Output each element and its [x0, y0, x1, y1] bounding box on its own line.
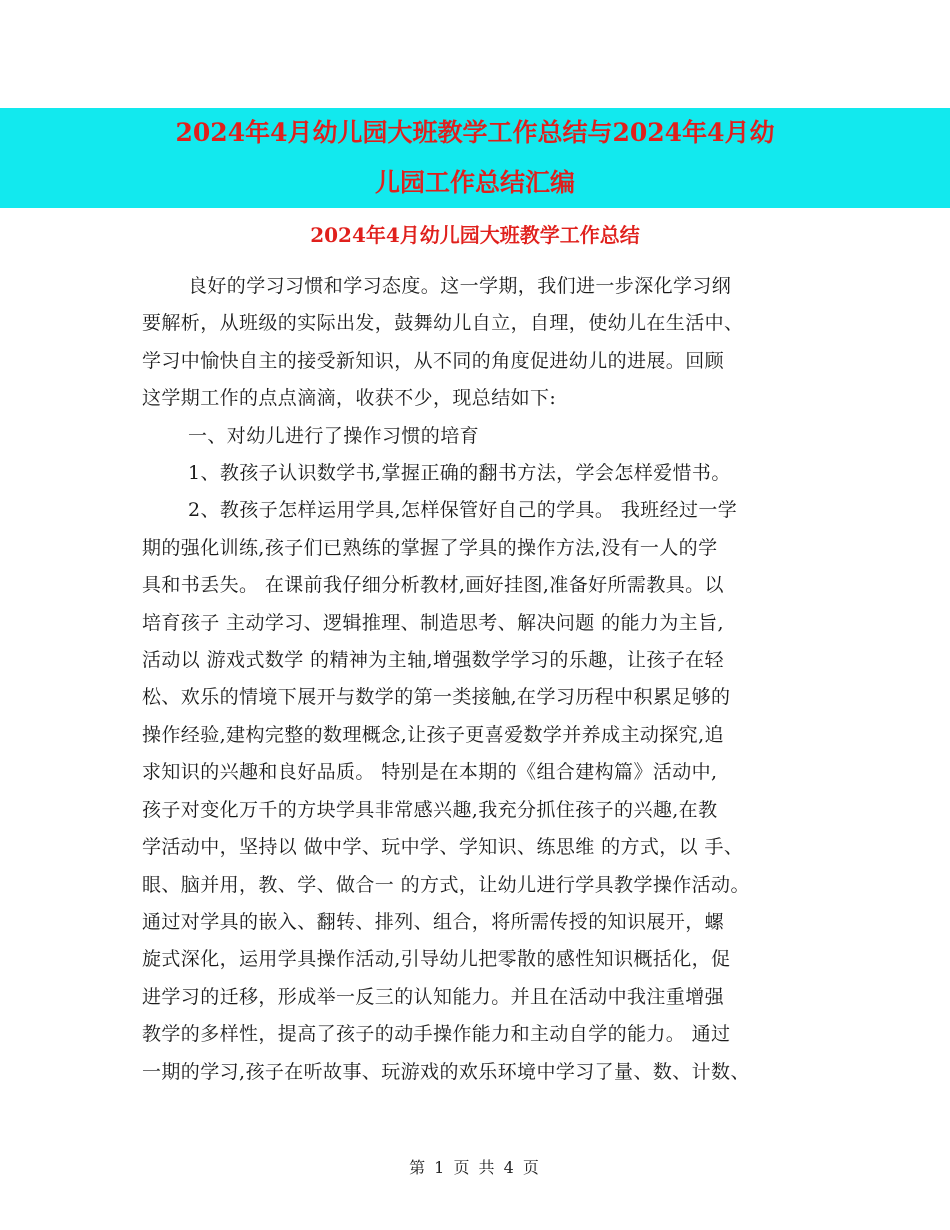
paragraph-line: 具和书丢失。 在课前我仔细分析教材,画好挂图,准备好所需教具。以	[142, 574, 724, 597]
document-title-line-2: 儿园工作总结汇编	[374, 168, 575, 197]
paragraph-line: 通过对学具的嵌入、翻转、排列、组合，将所需传授的知识展开，螺	[142, 910, 725, 933]
paragraph-line: 良好的学习习惯和学习态度。这一学期，我们进一步深化学习纲	[188, 275, 732, 297]
paragraph-line: 期的强化训练,孩子们已熟练的掌握了学具的操作方法,没有一人的学	[142, 536, 718, 559]
list-item-line: 2、教孩子怎样运用学具,怎样保管好自己的学具。 我班经过一学	[188, 499, 738, 522]
document-title-line-1: 2024年4月幼儿园大班教学工作总结与2024年4月幼	[175, 118, 775, 147]
list-item-line: 1、教孩子认识数学书,掌握正确的翻书方法，学会怎样爱惜书。	[188, 462, 731, 485]
paragraph-line: 旋式深化，运用学具操作活动,引导幼儿把零散的感性知识概括化，促	[142, 948, 731, 971]
document-title	[0, 108, 950, 208]
paragraph-line: 松、欢乐的情境下展开与数学的第一类接触,在学习历程中积累足够的	[142, 686, 731, 709]
paragraph-line: 一期的学习,孩子在听故事、玩游戏的欢乐环境中学习了量、数、计数、	[142, 1060, 750, 1083]
page-number-footer: 第 1 页 共 4 页	[409, 1158, 541, 1177]
paragraph-line: 求知识的兴趣和良好品质。 特别是在本期的《组合建构篇》活动中,	[142, 761, 718, 784]
paragraph-line: 教学的多样性，提高了孩子的动手操作能力和主动自学的能力。 通过	[142, 1023, 731, 1046]
paragraph-line: 活动以 游戏式数学 的精神为主轴,增强数学学习的乐趣，让孩子在轻	[142, 649, 724, 672]
paragraph-line: 培育孩子 主动学习、逻辑推理、制造思考、解决问题 的能力为主旨,	[142, 611, 724, 634]
paragraph-line: 操作经验,建构完整的数理概念,让孩子更喜爱数学并养成主动探究,追	[142, 723, 724, 746]
paragraph-line: 眼、脑并用，教、学、做合一 的方式，让幼儿进行学具教学操作活动。	[142, 873, 750, 896]
heading-line: 一、对幼儿进行了操作习惯的培育	[188, 424, 480, 447]
paragraph-line: 学习中愉快自主的接受新知识，从不同的角度促进幼儿的进展。回顾	[142, 349, 725, 372]
paragraph-line: 这学期工作的点点滴滴，收获不少，现总结如下:	[142, 387, 557, 410]
paragraph-line: 孩子对变化万千的方块学具非常感兴趣,我充分抓住孩子的兴趣,在教	[142, 798, 718, 821]
paragraph-line: 要解析，从班级的实际出发，鼓舞幼儿自立，自理，使幼儿在生活中、	[142, 312, 744, 335]
body-text	[142, 268, 814, 1091]
section-title: 2024年4月幼儿园大班教学工作总结	[310, 223, 640, 247]
paragraph-line: 进学习的迁移，形成举一反三的认知能力。并且在活动中我注重增强	[142, 985, 725, 1008]
paragraph-line: 学活动中，坚持以 做中学、玩中学、学知识、练思维 的方式，以 手、	[142, 836, 744, 859]
